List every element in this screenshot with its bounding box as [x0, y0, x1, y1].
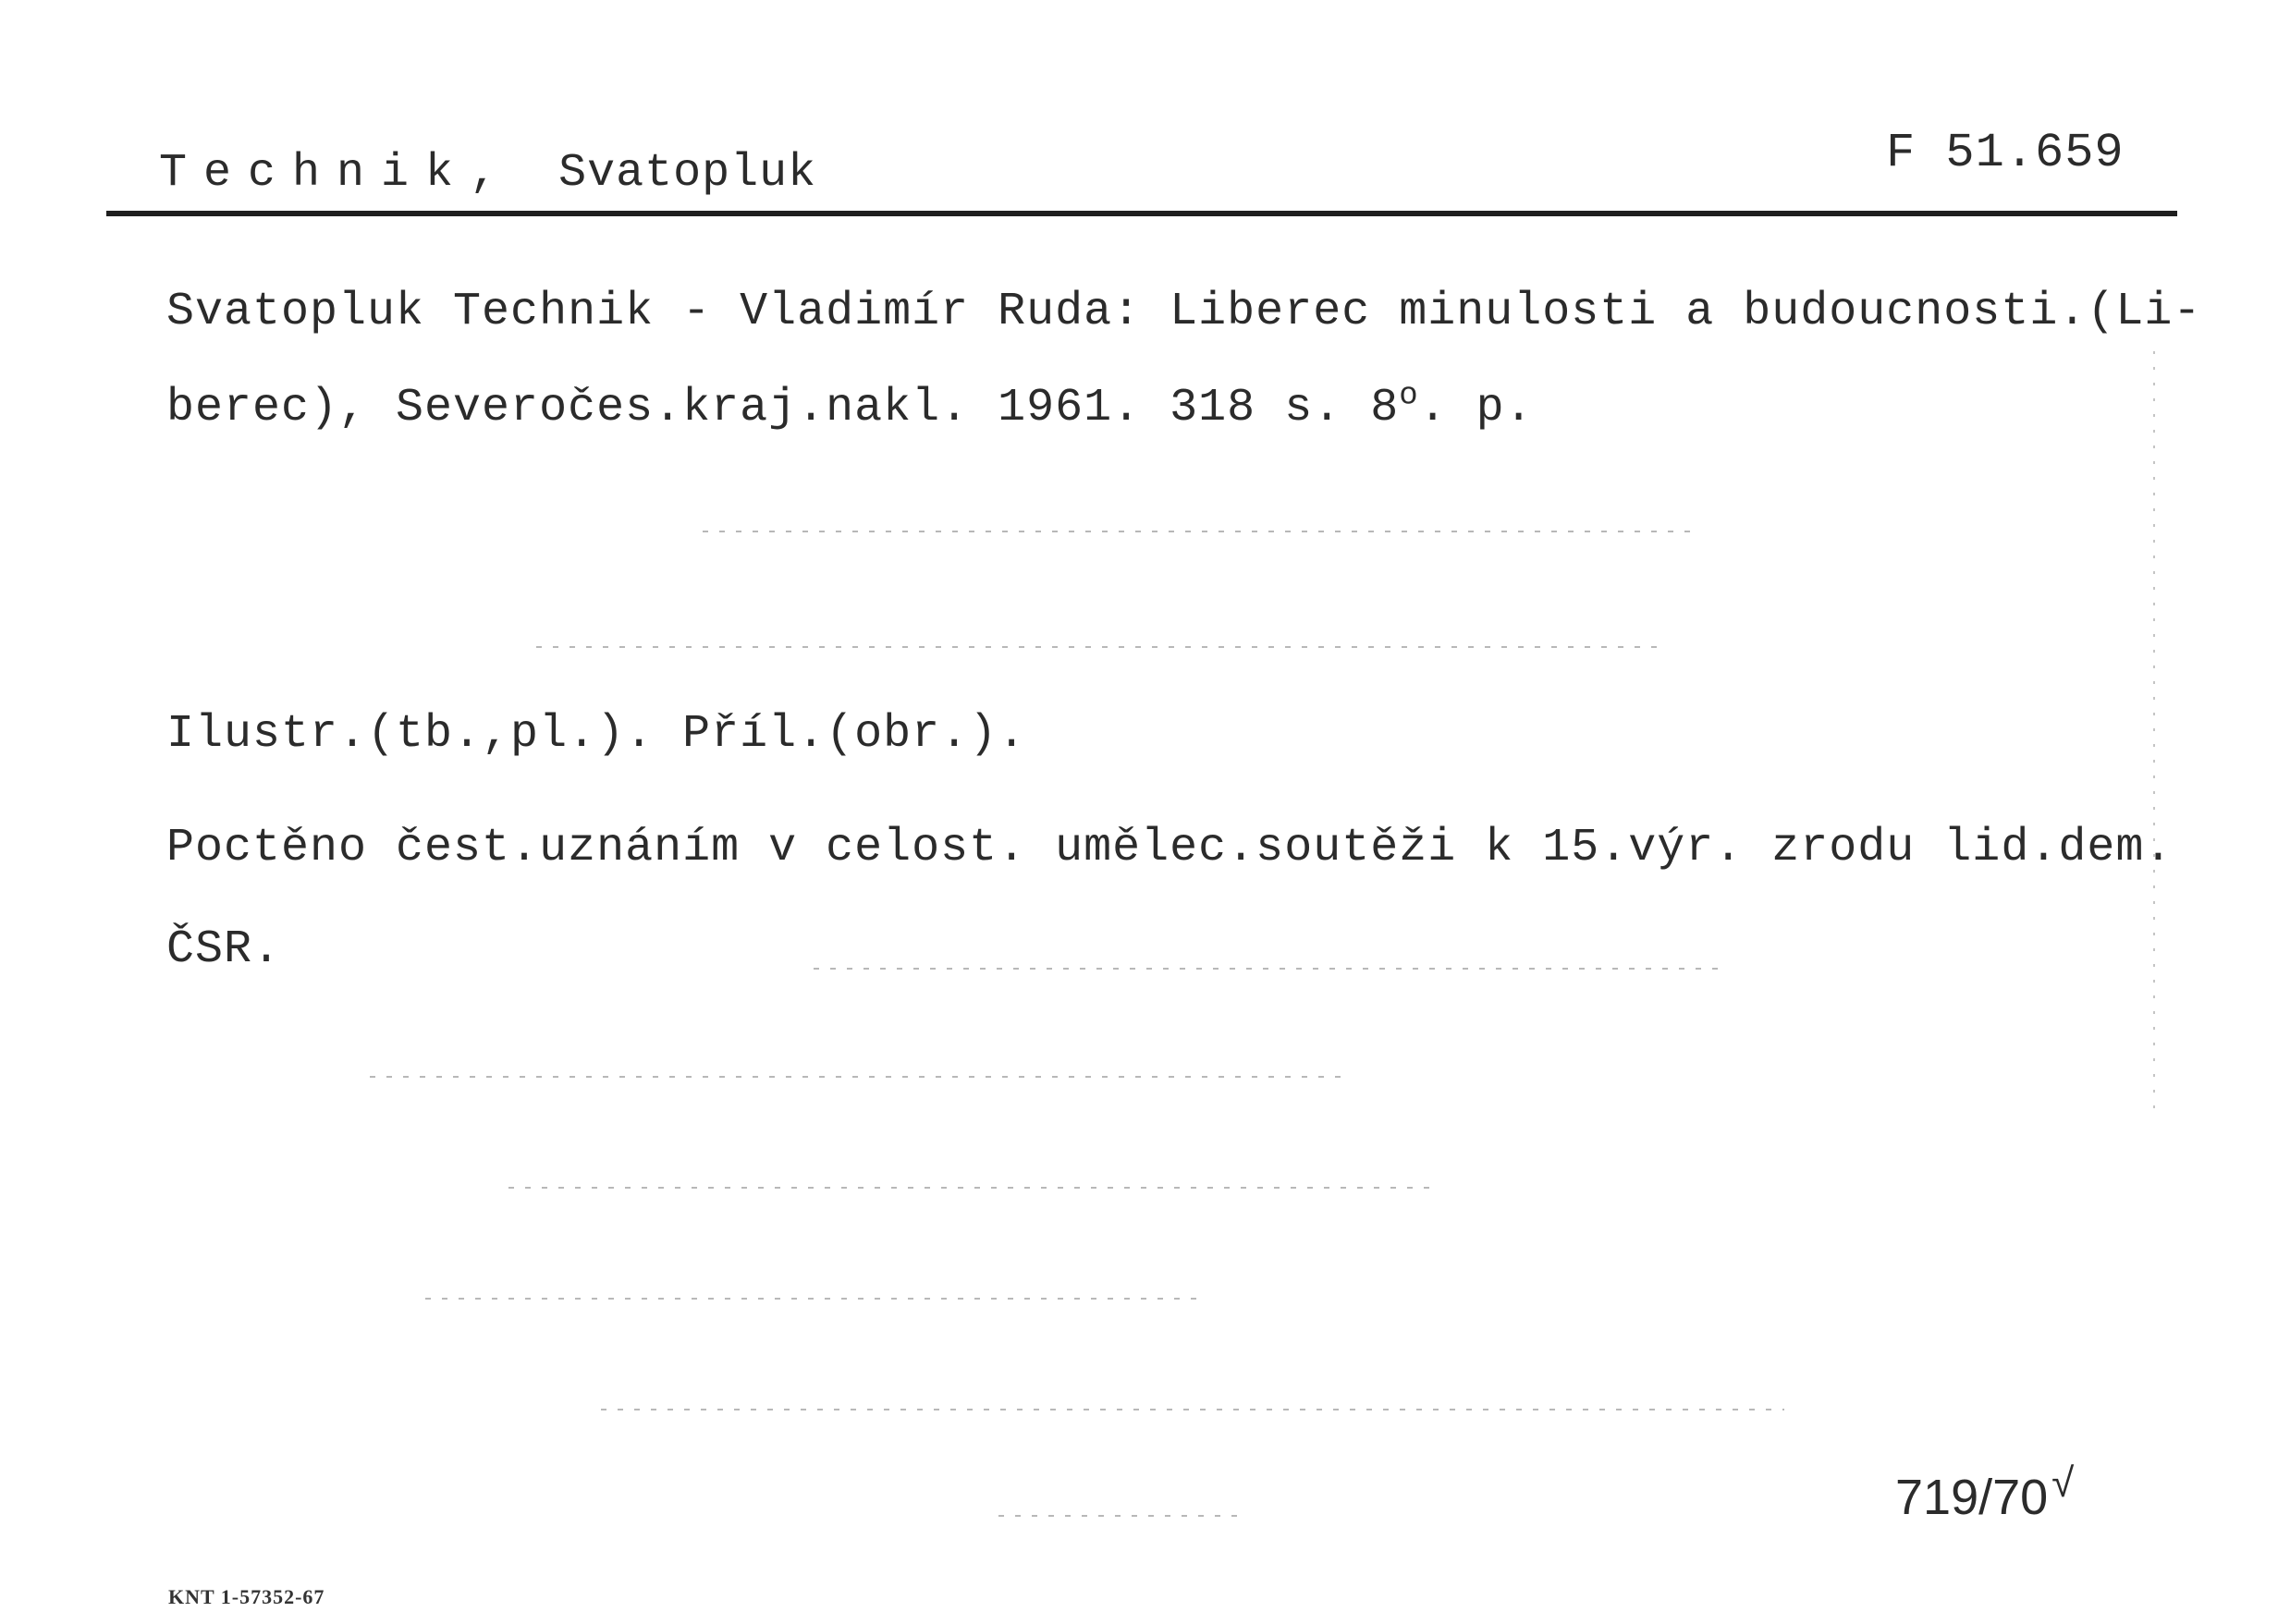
description-line-1: Svatopluk Technik - Vladimír Ruda: Liberec minulosti a budoucnosti.(Li- — [166, 286, 2202, 338]
heading-given-name: Svatopluk — [558, 147, 817, 200]
description-line-2 — [166, 378, 1534, 436]
accession-number-value: 719/70 — [1895, 1470, 2049, 1525]
note-award-line-2: ČSR. — [166, 923, 282, 976]
format-degree: o — [1399, 378, 1419, 414]
heading-surname: Technik — [159, 147, 471, 200]
note-award-line-1: Poctěno čest.uznáním v celost. umělec.soutěži k 15.výr. zrodu lid.dem. — [166, 822, 2174, 874]
description-line-2-main: berec), Severočes.kraj.nakl. 1961. 318 s. 8 — [166, 382, 1400, 434]
check-mark-icon: √ — [2051, 1460, 2075, 1506]
note-illustrations: Ilustr.(tb.,pl.). Příl.(obr.). — [166, 708, 1027, 761]
heading-rule — [106, 211, 2177, 216]
heading-author — [159, 146, 816, 201]
shelf-mark: F 51.659 — [1886, 126, 2125, 180]
accession-number — [1895, 1456, 2074, 1525]
printer-mark: KNT 1-57352-67 — [168, 1585, 325, 1608]
description-line-2-tail: . p. — [1418, 382, 1534, 434]
heading-separator: , — [470, 147, 515, 200]
